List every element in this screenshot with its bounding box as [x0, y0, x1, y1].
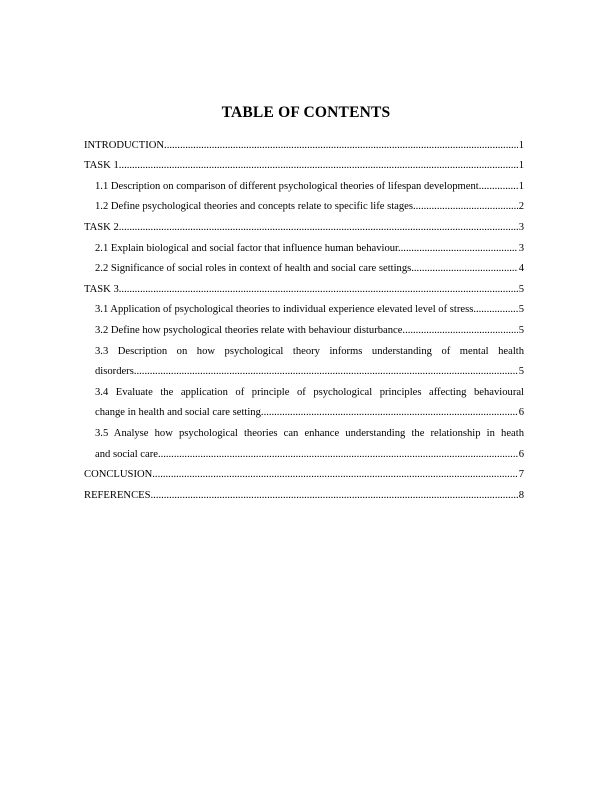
toc-page-number: 6 [518, 448, 524, 460]
toc-entry-2-2[interactable] [84, 254, 524, 275]
toc-entry-line-1 [95, 336, 524, 357]
toc-page-number: 6 [518, 407, 524, 419]
toc-entry-label: 1.2 Define psychological theories and concepts relate to specific life stages. [95, 201, 416, 213]
toc-entry-line-1 [95, 377, 524, 398]
table-of-contents [84, 130, 524, 501]
toc-entry-label-line-1: 3.3 Description on how psychological theory informs understanding of mental health [95, 345, 524, 357]
toc-page-number: 8 [518, 489, 524, 501]
dot-leader [119, 284, 518, 295]
toc-entry-1-1[interactable] [84, 171, 524, 192]
toc-entry-line-2 [95, 439, 524, 460]
toc-page-number: 1 [518, 180, 524, 192]
dot-leader [119, 160, 518, 171]
toc-entry-label: REFERENCES [84, 489, 151, 501]
toc-page-number: 5 [518, 324, 524, 336]
dot-leader [264, 407, 518, 418]
toc-entry-label-line-2: disorders. [95, 366, 137, 378]
toc-entry-3-2[interactable] [84, 315, 524, 336]
toc-entry-label: CONCLUSION [84, 469, 153, 481]
dot-leader [414, 263, 518, 274]
toc-entry-references[interactable] [84, 480, 524, 501]
dot-leader [137, 366, 518, 377]
toc-entry-label: INTRODUCTION [84, 139, 165, 151]
dot-leader [164, 140, 518, 151]
toc-entry-label-line-2: and social care [95, 448, 158, 460]
dot-leader [119, 222, 518, 233]
dot-leader [158, 449, 518, 460]
toc-entry-label: 1.1 Description on comparison of different psychological theories of lifespan development [95, 180, 479, 192]
toc-entry-label-line-1: 3.5 Analyse how psychological theories can enhance understanding the relationship in heath [95, 427, 524, 439]
toc-entry-label: TASK 3 [84, 283, 119, 295]
toc-entry-line-1 [95, 418, 524, 439]
toc-entry-label: 2.2 Significance of social roles in context of health and social care settings. [95, 263, 414, 275]
toc-entry-label: 2.1 Explain biological and social factor that influence human behaviour. [95, 242, 401, 254]
toc-entry-label: 3.1 Application of psychological theories to individual experience elevated level of stress. [95, 304, 476, 316]
dot-leader [405, 325, 518, 336]
toc-entry-task-2[interactable] [84, 212, 524, 233]
toc-entry-label: TASK 1 [84, 160, 119, 172]
toc-page-number: 5 [518, 304, 524, 316]
toc-entry-3-5[interactable] [84, 418, 524, 459]
toc-entry-2-1[interactable] [84, 233, 524, 254]
toc-entry-3-4[interactable] [84, 377, 524, 418]
toc-entry-label-line-2: change in health and social care setting. [95, 407, 264, 419]
toc-entry-1-2[interactable] [84, 192, 524, 213]
toc-entry-label-line-1: 3.4 Evaluate the application of principle of psychological principles affecting behavioural [95, 386, 524, 398]
toc-page-number: 1 [518, 160, 524, 172]
dot-leader [151, 490, 518, 501]
toc-entry-line-2 [95, 357, 524, 378]
toc-entry-introduction[interactable] [84, 130, 524, 151]
toc-title: TABLE OF CONTENTS [221, 104, 391, 121]
dot-leader [152, 469, 517, 480]
dot-leader [476, 304, 518, 315]
dot-leader [479, 181, 518, 192]
dot-leader [401, 243, 518, 254]
toc-entry-conclusion[interactable] [84, 460, 524, 481]
toc-page-number: 3 [518, 242, 524, 254]
toc-page-number: 4 [518, 263, 524, 275]
toc-entry-label: TASK 2 [84, 221, 119, 233]
toc-entry-task-1[interactable] [84, 151, 524, 172]
toc-entry-3-1[interactable] [84, 295, 524, 316]
toc-page-number: 7 [518, 469, 524, 481]
toc-page-number: 3 [518, 221, 524, 233]
toc-page-number: 5 [518, 366, 524, 378]
toc-entry-line-2 [95, 398, 524, 419]
toc-entry-task-3[interactable] [84, 274, 524, 295]
toc-page-number: 2 [518, 201, 524, 213]
toc-page-number: 1 [518, 139, 524, 151]
dot-leader [416, 201, 518, 212]
toc-entry-3-3[interactable] [84, 336, 524, 377]
toc-entry-label: 3.2 Define how psychological theories relate with behaviour disturbance. [95, 324, 406, 336]
toc-page-number: 5 [518, 283, 524, 295]
